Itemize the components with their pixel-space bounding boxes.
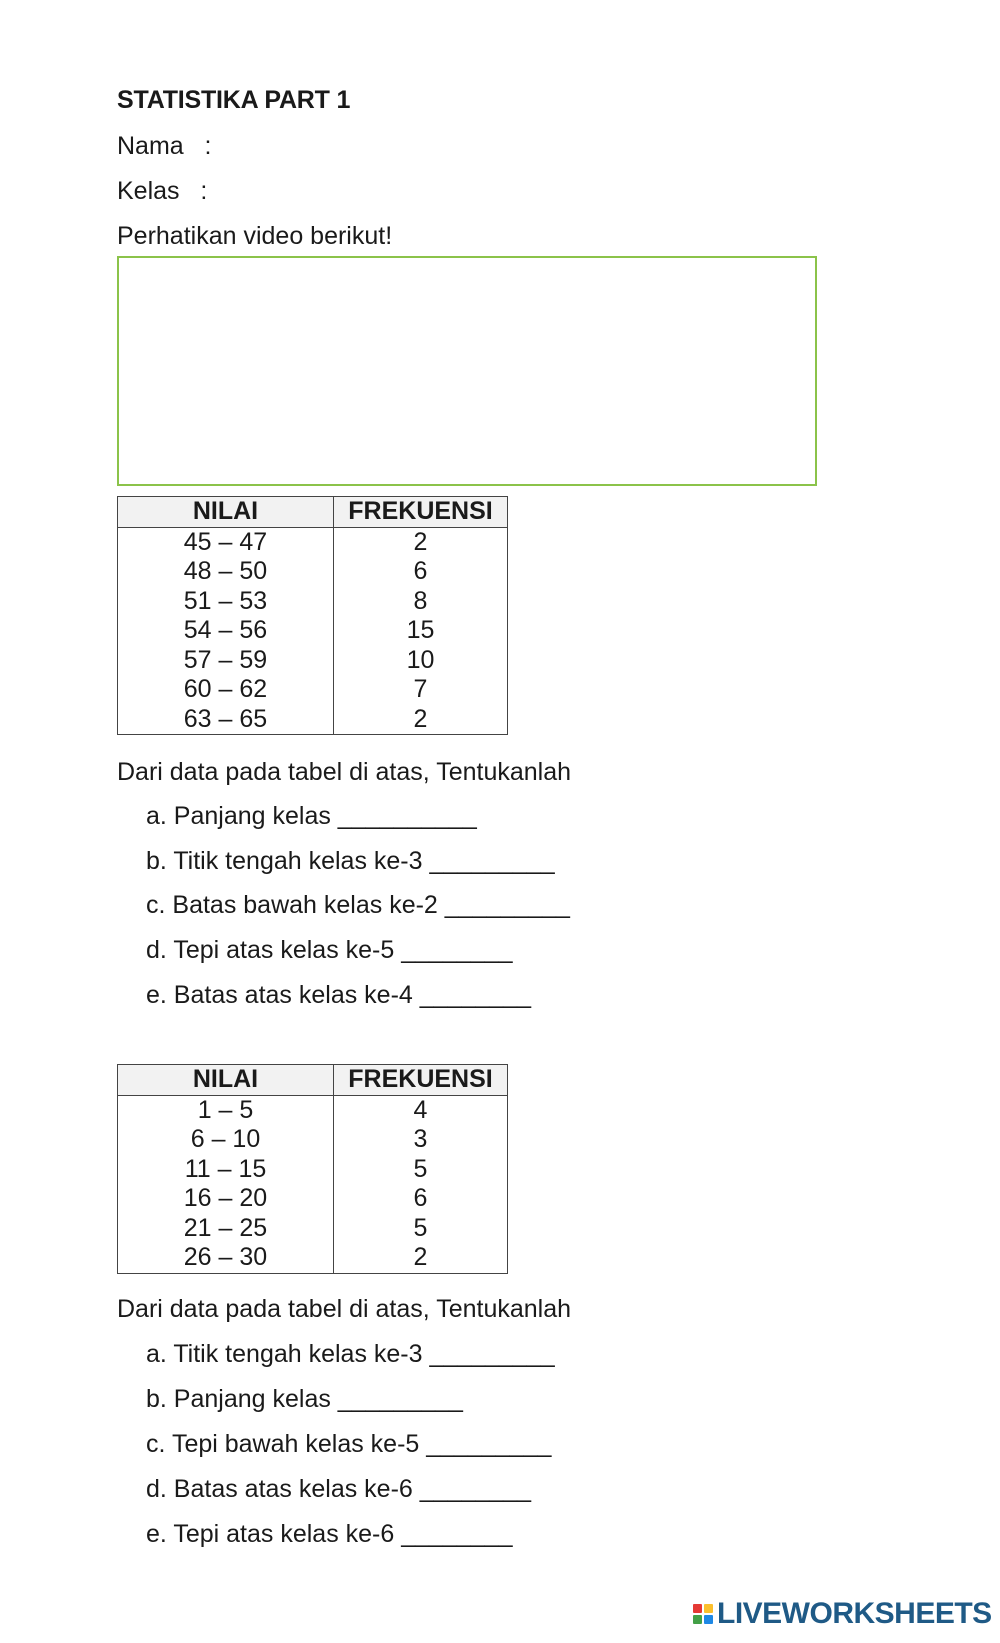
table-row [118,646,508,676]
question-1b[interactable]: b. Titik tengah kelas ke-3 _________ [146,847,555,875]
question-1a[interactable]: a. Panjang kelas __________ [146,802,477,830]
frekuensi-cell: 2 [334,527,508,557]
question-2c[interactable]: c. Tepi bawah kelas ke-5 _________ [146,1430,552,1458]
table-row [118,587,508,617]
frekuensi-cell: 2 [334,705,508,735]
nilai-cell: 1 – 5 [118,1095,334,1125]
frekuensi-cell: 2 [334,1243,508,1273]
nilai-cell: 57 – 59 [118,646,334,676]
question-1d[interactable]: d. Tepi atas kelas ke-5 ________ [146,936,513,964]
table-row [118,1125,508,1155]
logo-square [693,1604,702,1613]
table-header-frekuensi: FREKUENSI [334,1065,508,1096]
liveworksheets-logo [693,1597,992,1631]
table-row [118,527,508,557]
frekuensi-cell: 5 [334,1214,508,1244]
logo-square [693,1615,702,1624]
nilai-cell: 45 – 47 [118,527,334,557]
table-row [118,1155,508,1185]
logo-text: LIVEWORKSHEETS [717,1597,992,1630]
table-row [118,1184,508,1214]
nilai-cell: 51 – 53 [118,587,334,617]
nilai-cell: 60 – 62 [118,675,334,705]
question-2e[interactable]: e. Tepi atas kelas ke-6 ________ [146,1520,513,1548]
frekuensi-cell: 8 [334,587,508,617]
table-row [118,1243,508,1273]
table-row [118,1214,508,1244]
nilai-cell: 16 – 20 [118,1184,334,1214]
table-row [118,675,508,705]
nilai-cell: 63 – 65 [118,705,334,735]
nilai-cell: 21 – 25 [118,1214,334,1244]
question-1c[interactable]: c. Batas bawah kelas ke-2 _________ [146,891,570,919]
logo-square [704,1604,713,1613]
question-1e[interactable]: e. Batas atas kelas ke-4 ________ [146,981,531,1009]
worksheet-title: STATISTIKA PART 1 [117,86,351,114]
question-2b[interactable]: b. Panjang kelas _________ [146,1385,463,1413]
section-1-prompt: Dari data pada tabel di atas, Tentukanlah [117,758,572,786]
logo-square [704,1615,713,1624]
section-2-prompt: Dari data pada tabel di atas, Tentukanlah [117,1295,572,1323]
nama-label: Nama : [117,132,212,160]
nilai-cell: 11 – 15 [118,1155,334,1185]
table-header-nilai: NILAI [118,1065,334,1096]
instruction-text: Perhatikan video berikut! [117,222,393,250]
table-row [118,1095,508,1125]
frequency-table-1 [117,496,508,735]
nilai-cell: 26 – 30 [118,1243,334,1273]
liveworksheets-mark-icon [693,1604,713,1624]
frekuensi-cell: 7 [334,675,508,705]
frekuensi-cell: 3 [334,1125,508,1155]
frekuensi-cell: 6 [334,557,508,587]
frekuensi-cell: 4 [334,1095,508,1125]
nilai-cell: 6 – 10 [118,1125,334,1155]
frequency-table-2 [117,1064,508,1274]
nilai-cell: 54 – 56 [118,616,334,646]
table-row [118,557,508,587]
table-row [118,705,508,735]
table-header-frekuensi: FREKUENSI [334,497,508,528]
frekuensi-cell: 15 [334,616,508,646]
table-header-nilai: NILAI [118,497,334,528]
kelas-label: Kelas : [117,177,208,205]
question-2a[interactable]: a. Titik tengah kelas ke-3 _________ [146,1340,555,1368]
table-row [118,616,508,646]
frekuensi-cell: 10 [334,646,508,676]
frekuensi-cell: 5 [334,1155,508,1185]
question-2d[interactable]: d. Batas atas kelas ke-6 ________ [146,1475,531,1503]
nilai-cell: 48 – 50 [118,557,334,587]
frekuensi-cell: 6 [334,1184,508,1214]
video-embed-box[interactable] [117,256,817,486]
